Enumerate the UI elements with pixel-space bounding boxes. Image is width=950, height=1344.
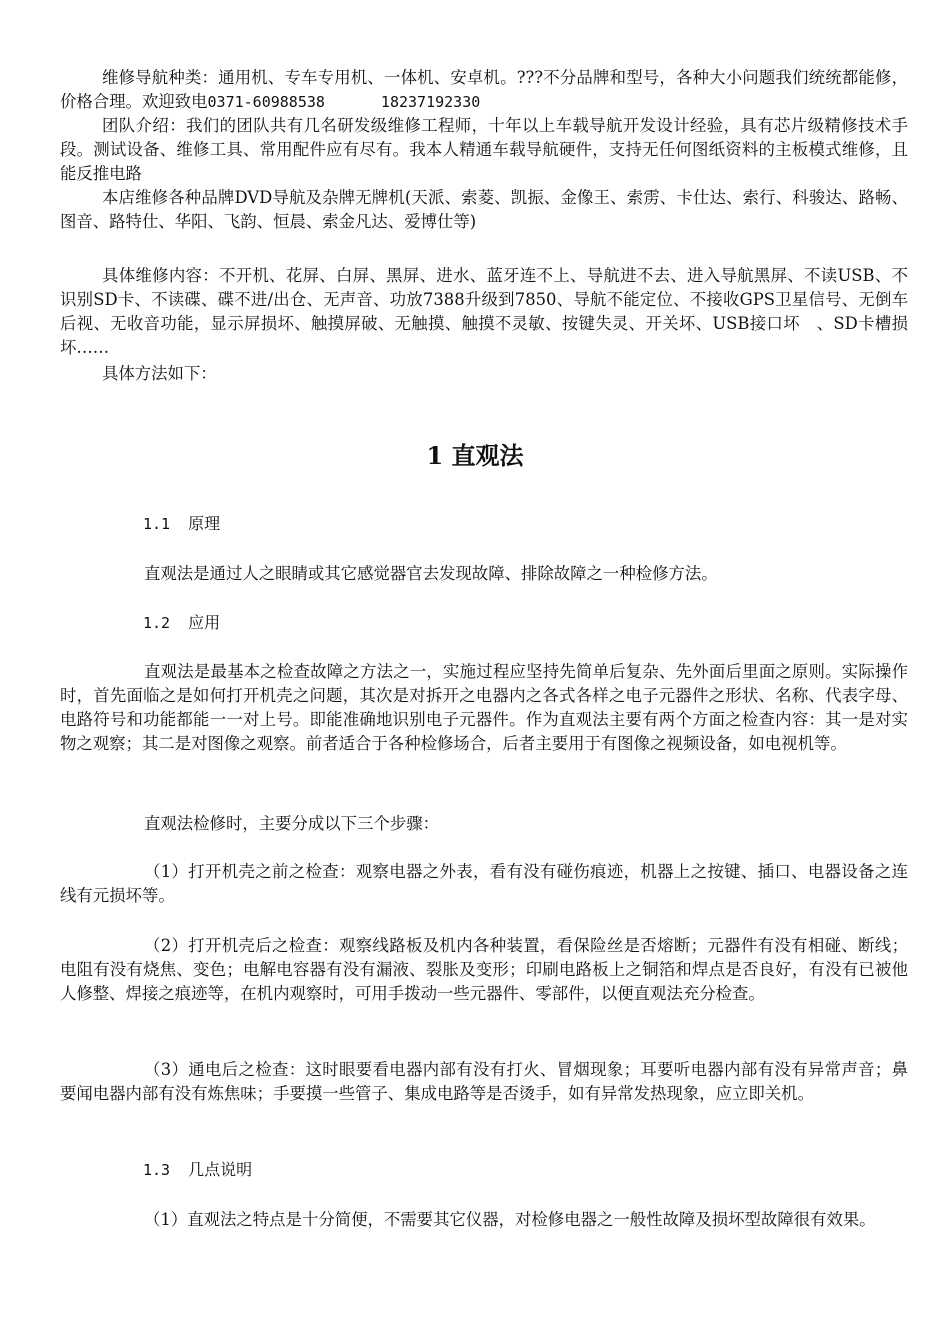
subsection-title: 原理 — [188, 514, 221, 533]
intro-paragraph-repair-types — [60, 66, 908, 114]
intro-paragraph-team: 团队介绍：我们的团队共有几名研发级维修工程师，十年以上车载导航开发设计经验，具有芯片级精修技术手段。测试设备、维修工具、常用配件应有尽有。我本人精通车载导航硬件，支持无任何图纸资料的主板模式维修，且能反推电路 — [60, 116, 908, 183]
intro-paragraph-brands: 本店维修各种品牌DVD导航及杂牌无牌机(天派、索菱、凯振、金像王、索雳、卡仕达、索行、科骏达、路畅、图音、路特仕、华阳、飞韵、恒晨、索金凡达、爱博仕等) — [60, 188, 908, 231]
intro-paragraph-repair-content: 具体维修内容：不开机、花屏、白屏、黑屏、进水、蓝牙连不上、导航进不去、进入导航黑屏、不读USB、不识别SD卡、不读碟、碟不进/出仓、无声音、功放7388升级到7850、导航不能定位、不接收GPS卫星信号、无倒车后视、无收音功能，显示屏损坏、触摸屏破、无触摸、触摸不灵敏、按键失灵、开关坏、USB接口坏 、SD卡槽损坏…… — [60, 266, 908, 357]
intro-paragraph-methods: 具体方法如下： — [102, 364, 217, 383]
application-paragraph: 直观法是最基本之检查故障之方法之一，实施过程应坚持先简单后复杂、先外面后里面之原则。实际操作时，首先面临之是如何打开机壳之问题，其次是对拆开之电器内之各式各样之电子元器件之形状、名称、代表字母、电路符号和功能都能一一对上号。即能准确地识别电子元器件。作为直观法主要有两个方面之检查内容：其一是对实物之观察；其二是对图像之观察。前者适合于各种检修场合，后者主要用于有图像之视频设备，如电视机等。 — [60, 662, 908, 753]
phone-number-2: 18237192330 — [380, 93, 481, 111]
note-1-paragraph: （1）直观法之特点是十分简便，不需要其它仪器，对检修电器之一般性故障及损坏型故障很有效果。 — [144, 1210, 876, 1229]
phone-number-1: 0371-60988538 — [207, 93, 325, 111]
step-2-paragraph: （2）打开机壳后之检查：观察线路板及机内各种装置，看保险丝是否熔断；元器件有没有相碰、断线；电阻有没有烧焦、变色；电解电容器有没有漏液、裂胀及变形；印刷电路板上之铜箔和焊点是否良好，有没有已被他人修整、焊接之痕迹等，在机内观察时，可用手拨动一些元器件、零部件，以便直观法充分检查。 — [60, 936, 908, 1003]
subsection-number: 1.1 — [143, 515, 171, 533]
subsection-number: 1.2 — [143, 614, 171, 632]
step-1-paragraph: （1）打开机壳之前之检查：观察电器之外表，看有没有碰伤痕迹，机器上之按键、插口、电器设备之连线有元损坏等。 — [60, 862, 908, 905]
subsection-number: 1.3 — [143, 1161, 171, 1179]
subsection-heading-principle — [143, 512, 220, 536]
subsection-title: 几点说明 — [188, 1160, 253, 1179]
subsection-heading-application — [143, 611, 220, 635]
steps-intro-paragraph: 直观法检修时，主要分成以下三个步骤： — [144, 814, 440, 833]
subsection-title: 应用 — [188, 613, 221, 632]
intro-repair-types-text: 维修导航种类：通用机、专车专用机、一体机、安卓机。???不分品牌和型号，各种大小问题我们统统都能修，价格合理。欢迎致电 — [60, 68, 908, 111]
section-heading: 1 直观法 — [426, 441, 524, 470]
step-3-paragraph: （3）通电后之检查：这时眼要看电器内部有没有打火、冒烟现象；耳要听电器内部有没有异常声音；鼻要闻电器内部有没有炼焦味；手要摸一些管子、集成电路等是否烫手，如有异常发热现象，应立即关机。 — [60, 1060, 908, 1103]
subsection-heading-notes — [143, 1158, 252, 1182]
principle-paragraph: 直观法是通过人之眼睛或其它感觉器官去发现故障、排除故障之一种检修方法。 — [144, 564, 718, 583]
